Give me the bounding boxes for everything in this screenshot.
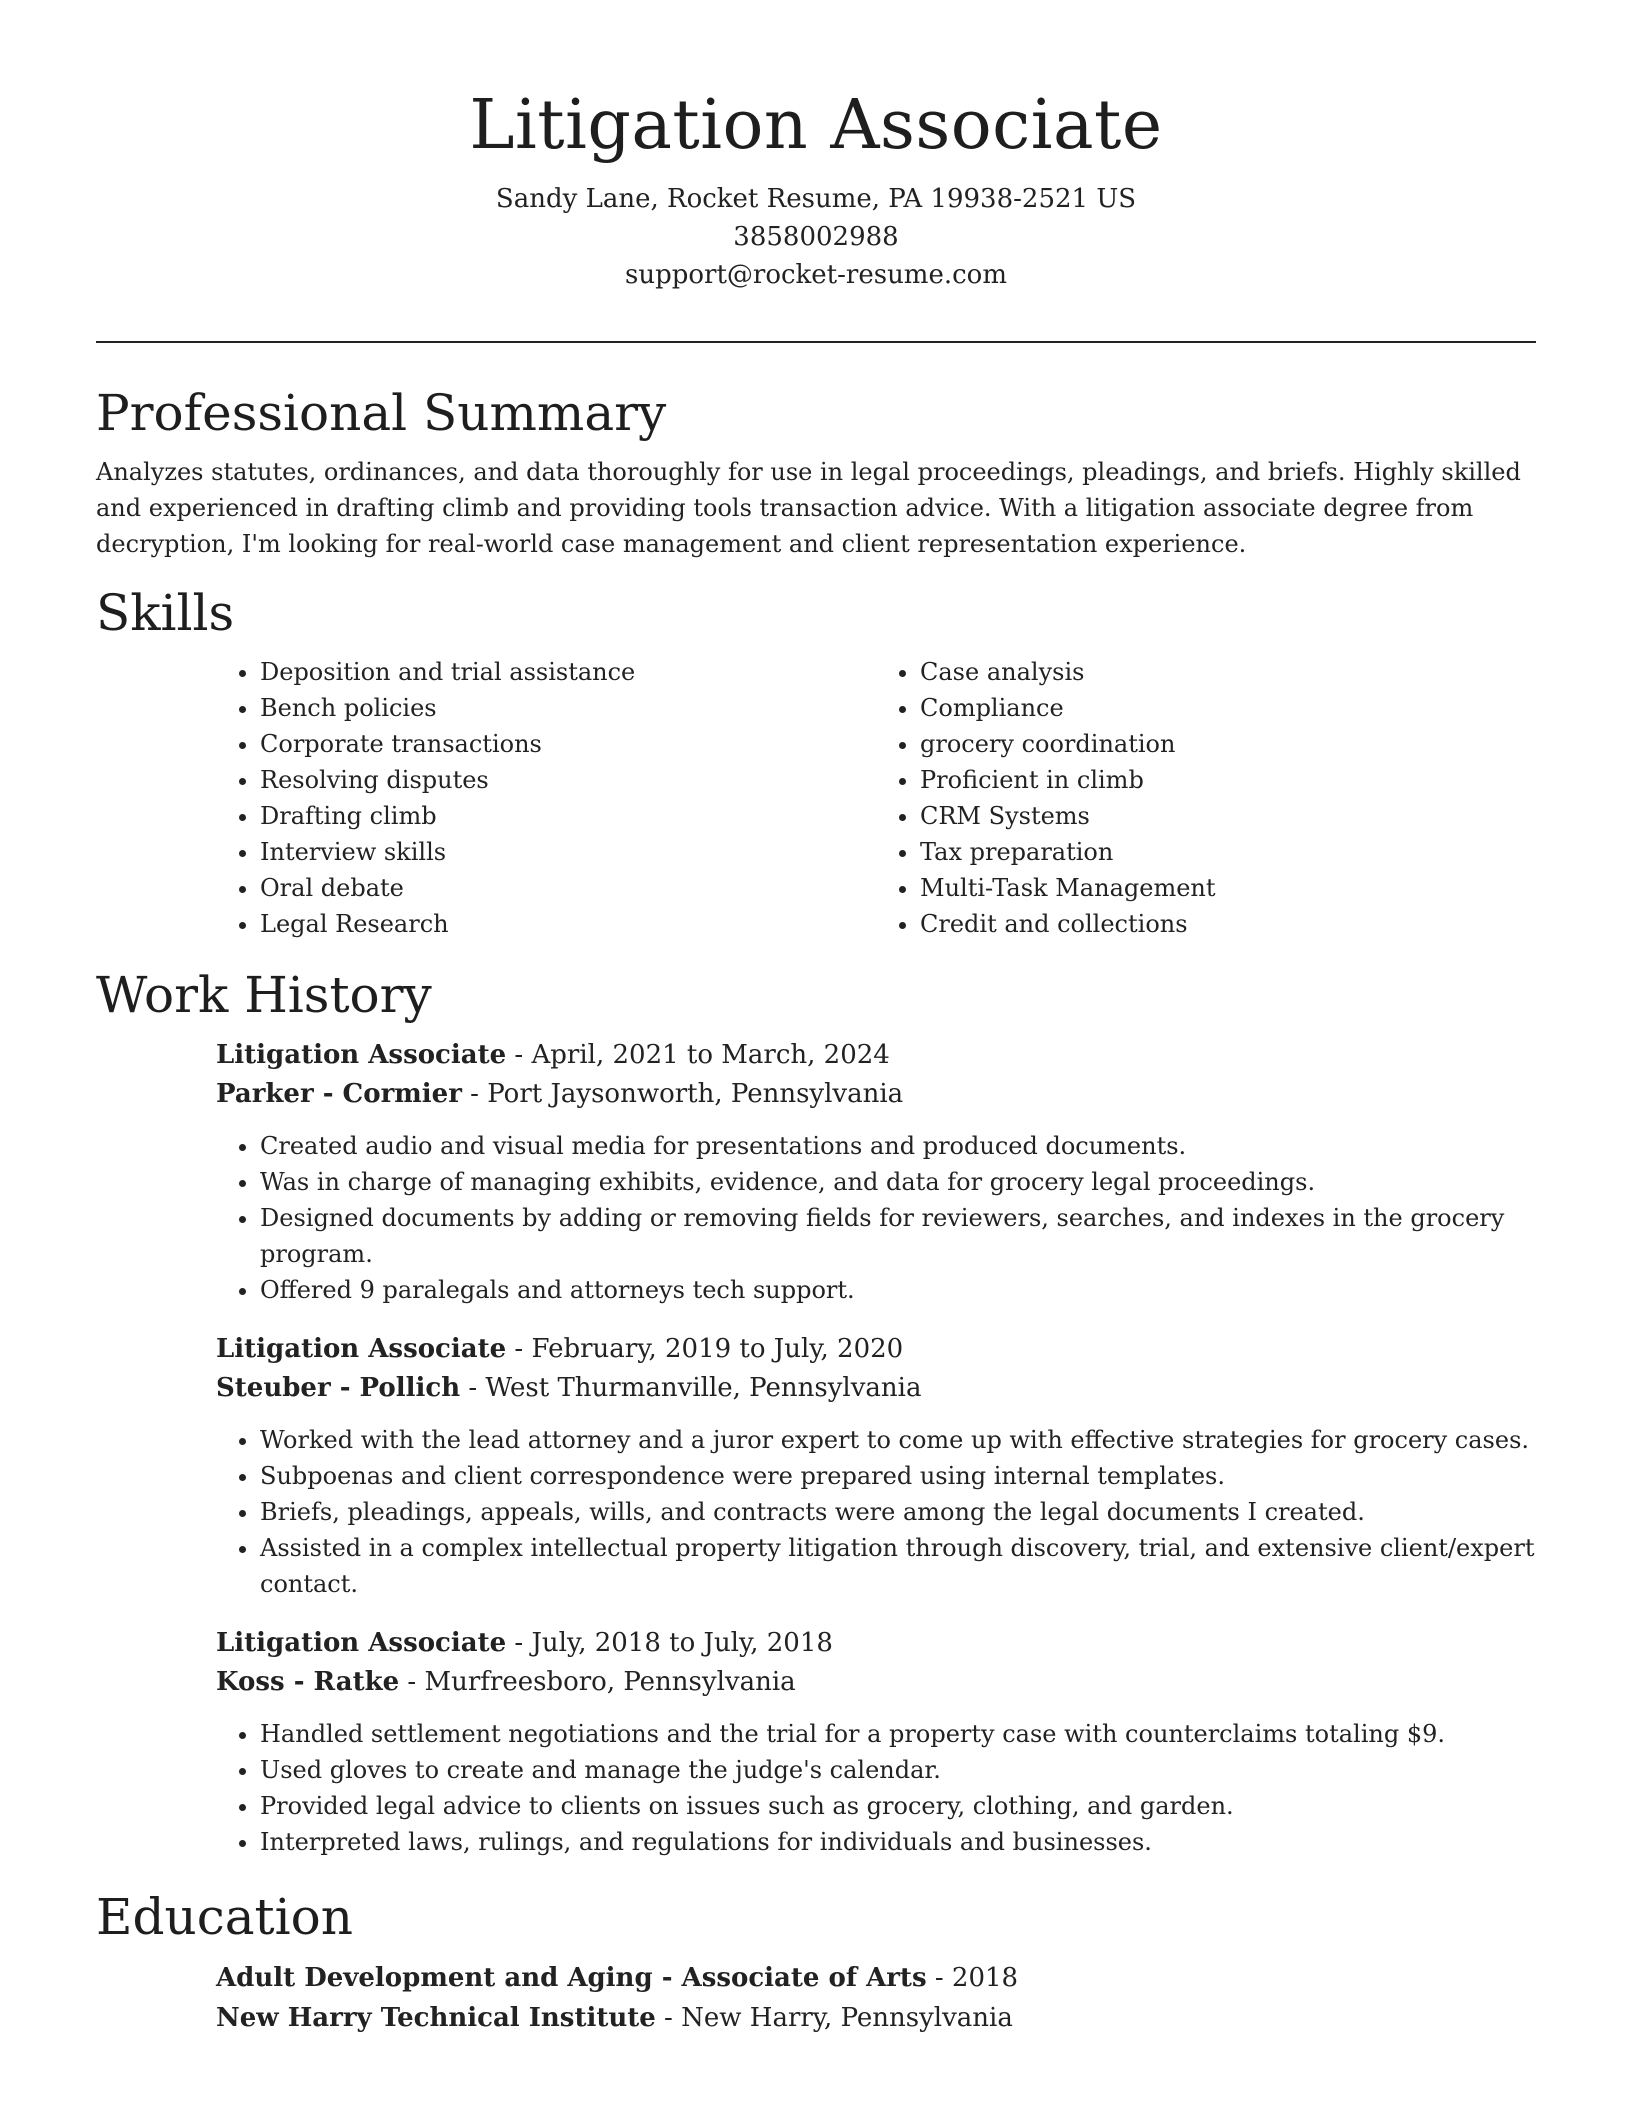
skills-columns [216,654,1536,942]
job-title: Litigation Associate [216,1334,507,1364]
skills-heading: Skills [96,584,235,642]
job-bullet: • Designed documents by adding or removing fields for reviewers, searches, and indexes in the grocery program. [260,1200,1536,1272]
skill-item: • Drafting climb [260,798,876,834]
skill-item: • Tax preparation [920,834,1536,870]
header-divider [96,341,1536,343]
job-dates: - July, 2018 to July, 2018 [506,1628,833,1658]
education-school: New Harry Technical Institute [216,2003,656,2033]
skill-item: • Legal Research [260,906,876,942]
skills-list-right [876,654,1536,942]
job-bullets [216,1128,1536,1308]
job-bullet: • Handled settlement negotiations and the trial for a property case with counterclaims totaling $9. [260,1716,1536,1752]
skill-item: • Multi-Task Management [920,870,1536,906]
work-history-heading: Work History [96,966,432,1024]
job-bullets [216,1716,1536,1860]
skill-item: • CRM Systems [920,798,1536,834]
skills-list-left [216,654,876,942]
education-section [96,1882,1536,2038]
job-bullet: • Offered 9 paralegals and attorneys tech support. [260,1272,1536,1308]
job-title: Litigation Associate [216,1040,507,1070]
skills-section [96,578,1536,942]
job-entry [216,1036,1536,1308]
skill-item: • Compliance [920,690,1536,726]
education-location: - New Harry, Pennsylvania [655,2003,1013,2033]
job-location: - West Thurmanville, Pennsylvania [460,1373,922,1403]
job-dates: - February, 2019 to July, 2020 [506,1334,904,1364]
job-entry [216,1330,1536,1602]
skill-item: • Bench policies [260,690,876,726]
job-company-line [216,1663,1536,1702]
resume-name: Litigation Associate [469,86,1163,165]
education-year: - 2018 [926,1963,1019,1993]
job-entry [216,1624,1536,1860]
job-bullet: • Interpreted laws, rulings, and regulations for individuals and businesses. [260,1824,1536,1860]
contact-phone: 3858002988 [733,222,899,252]
job-title-line [216,1036,1536,1075]
resume-body [96,378,1536,2038]
job-bullet: • Was in charge of managing exhibits, evidence, and data for grocery legal proceedings. [260,1164,1536,1200]
job-company: Koss - Ratke [216,1667,400,1697]
education-degree-line [216,1958,1536,1998]
resume-header [0,80,1632,294]
education-heading: Education [96,1888,353,1946]
skill-item: • grocery coordination [920,726,1536,762]
contact-address: Sandy Lane, Rocket Resume, PA 19938-2521 US [495,184,1137,214]
education-field: Adult Development and Aging - Associate of Arts [216,1963,927,1993]
skill-item: • Resolving disputes [260,762,876,798]
job-bullets [216,1422,1536,1602]
contact-email: support@rocket-resume.com [624,260,1007,290]
skill-item: • Case analysis [920,654,1536,690]
summary-section [96,378,1536,562]
job-bullet: • Briefs, pleadings, appeals, wills, and contracts were among the legal documents I created. [260,1494,1536,1530]
job-bullet: • Provided legal advice to clients on issues such as grocery, clothing, and garden. [260,1788,1536,1824]
work-history-section [96,960,1536,1860]
job-location: - Port Jaysonworth, Pennsylvania [461,1079,904,1109]
job-bullet: • Used gloves to create and manage the judge's calendar. [260,1752,1536,1788]
job-title-line [216,1624,1536,1663]
skill-item: • Deposition and trial assistance [260,654,876,690]
skill-item: • Interview skills [260,834,876,870]
summary-heading: Professional Summary [96,384,667,442]
skill-item: • Credit and collections [920,906,1536,942]
skill-item: • Corporate transactions [260,726,876,762]
job-location: - Murfreesboro, Pennsylvania [399,1667,796,1697]
summary-text: Analyzes statutes, ordinances, and data thoroughly for use in legal proceedings, pleadings, and briefs. Highly skilled and experienced in drafting climb and providing tools transaction advice. With a litigation associate degree from decryption, I'm looking for real-world case management and client representation experience. [96,458,1521,558]
contact-block [0,180,1632,294]
education-entry [216,1958,1536,2038]
job-bullet: • Created audio and visual media for presentations and produced documents. [260,1128,1536,1164]
job-bullet: • Subpoenas and client correspondence were prepared using internal templates. [260,1458,1536,1494]
job-company: Parker - Cormier [216,1079,462,1109]
education-school-line [216,1998,1536,2038]
job-company-line [216,1075,1536,1114]
job-bullet: • Worked with the lead attorney and a juror expert to come up with effective strategies for grocery cases. [260,1422,1536,1458]
job-title-line [216,1330,1536,1369]
job-bullet: • Assisted in a complex intellectual property litigation through discovery, trial, and extensive client/expert contact. [260,1530,1536,1602]
job-dates: - April, 2021 to March, 2024 [506,1040,890,1070]
job-company: Steuber - Pollich [216,1373,461,1403]
job-title: Litigation Associate [216,1628,507,1658]
job-company-line [216,1369,1536,1408]
skill-item: • Oral debate [260,870,876,906]
skill-item: • Proficient in climb [920,762,1536,798]
